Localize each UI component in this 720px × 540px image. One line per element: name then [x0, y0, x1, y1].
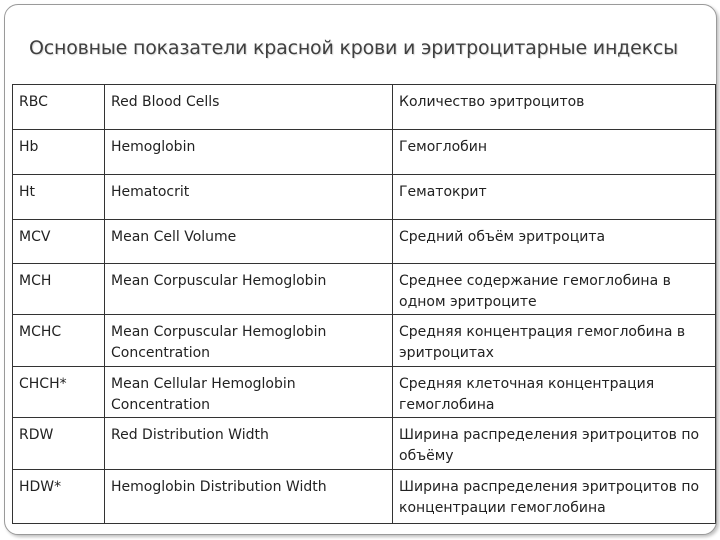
slide	[4, 4, 717, 535]
table-row	[13, 315, 716, 367]
russian-name-cell: Количество эритроцитов	[393, 85, 716, 130]
english-name-cell: Mean Corpuscular Hemoglobin Concentration	[105, 315, 393, 367]
table-row	[13, 175, 716, 220]
table-row	[13, 220, 716, 264]
english-name-cell: Hematocrit	[105, 175, 393, 220]
abbreviation-cell: MCV	[13, 220, 105, 264]
abbreviation-cell: HDW*	[13, 470, 105, 524]
russian-name-cell: Средняя клеточная концентрация гемоглобина	[393, 367, 716, 418]
indices-table	[12, 84, 716, 524]
english-name-cell: Mean Corpuscular Hemoglobin	[105, 264, 393, 315]
english-name-cell: Red Distribution Width	[105, 418, 393, 470]
english-name-cell: Hemoglobin	[105, 130, 393, 175]
abbreviation-cell: Ht	[13, 175, 105, 220]
english-name-cell: Red Blood Cells	[105, 85, 393, 130]
abbreviation-cell: RDW	[13, 418, 105, 470]
english-name-cell: Hemoglobin Distribution Width	[105, 470, 393, 524]
table-row	[13, 418, 716, 470]
russian-name-cell: Средняя концентрация гемоглобина в эритроцитах	[393, 315, 716, 367]
abbreviation-cell: Hb	[13, 130, 105, 175]
abbreviation-cell: MCH	[13, 264, 105, 315]
table-row	[13, 85, 716, 130]
russian-name-cell: Ширина распределения эритроцитов по концентрации гемоглобина	[393, 470, 716, 524]
english-name-cell: Mean Cellular Hemoglobin Concentration	[105, 367, 393, 418]
table-row	[13, 264, 716, 315]
table-row	[13, 130, 716, 175]
table-row	[13, 470, 716, 524]
english-name-cell: Mean Cell Volume	[105, 220, 393, 264]
abbreviation-cell: CHCH*	[13, 367, 105, 418]
abbreviation-cell: MCHC	[13, 315, 105, 367]
abbreviation-cell: RBC	[13, 85, 105, 130]
russian-name-cell: Среднее содержание гемоглобина в одном эритроците	[393, 264, 716, 315]
russian-name-cell: Средний объём эритроцита	[393, 220, 716, 264]
table-row	[13, 367, 716, 418]
russian-name-cell: Гематокрит	[393, 175, 716, 220]
russian-name-cell: Гемоглобин	[393, 130, 716, 175]
slide-title: Основные показатели красной крови и эритроцитарные индексы	[29, 37, 678, 59]
russian-name-cell: Ширина распределения эритроцитов по объёму	[393, 418, 716, 470]
